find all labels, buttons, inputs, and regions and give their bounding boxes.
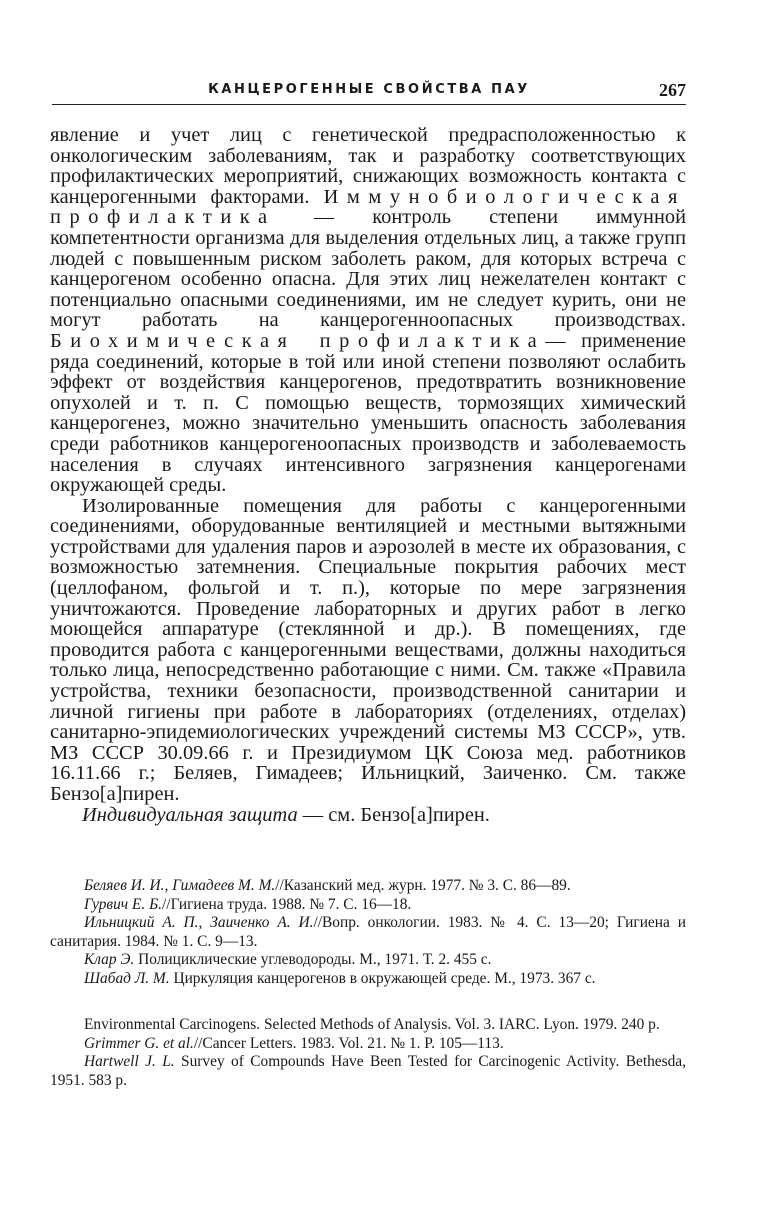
italic-term: Индивидуальная защита <box>82 803 298 826</box>
references-russian <box>50 877 686 989</box>
references-english <box>50 1016 686 1090</box>
reference-text: Environmental Carcinogens. Selected Methods of Analysis. Vol. 3. IARC. Lyon. 1979. 240 p. <box>84 1016 660 1033</box>
paragraph-text: — см. Бензо[а]пирен. <box>297 803 490 826</box>
reference-item <box>50 1053 686 1090</box>
paragraph-prophylaxis <box>50 125 686 496</box>
reference-author: Grimmer G. et al. <box>84 1034 194 1052</box>
running-header <box>52 78 686 105</box>
reference-item <box>50 1035 686 1054</box>
paragraph-isolated-rooms: Изолированные помещения для работы с канцерогенными соединениями, оборудованные вентиляцией и местными вытяжными устройствами для удаления паров и аэрозолей в месте их образования, с возможностью затемнения. Специальные покрытия рабочих мест (целлофаном, фольгой и т. п.), которые по мере загрязнения уничтожаются. Проведение лабораторных и других работ в легко моющейся аппаратуре (стеклянной и др.). В помещениях, где проводится работа с канцерогенными веществами, должны находиться только лица, непосредственно работающие с ними. См. также «Правила устройства, техники безопасности, производственной санитарии и личной гигиены при работе в лабораториях (отделениях, отделах) санитарно-эпидемиологических учреждений системы МЗ СССР», утв. МЗ СССР 30.09.66 г. и Президиумом ЦК Союза мед. работников 16.11.66 г.; Беляев, Гимадеев; Ильницкий, Заиченко. См. также Бензо[а]пирен. <box>50 494 686 805</box>
reference-text: //Cancer Letters. 1983. Vol. 21. № 1. P. 105—113. <box>193 1034 504 1052</box>
reference-author: Беляев И. И., Гимадеев М. М. <box>84 877 276 894</box>
reference-text: Циркуляция канцерогенов в окружающей среде. М., 1973. 367 с. <box>169 969 596 987</box>
body-text <box>50 125 686 825</box>
spaced-term-biochemical: Биохимическая профилактика <box>50 329 546 352</box>
reference-text: Survey of Compounds Have Been Tested for Carcinogenic Activity. Bethesda, 1951. 583 p. <box>50 1053 686 1089</box>
reference-item <box>50 896 686 915</box>
reference-item <box>50 1016 686 1035</box>
page-number: 267 <box>659 80 686 100</box>
paragraph-text: явление и учет лиц с генетической предрасположенностью к онкологическим заболеваниям, так и разработку соответствующих профилактических мероприятий, снижающих возможность контакта с канцерогенными факторами. <box>50 124 686 208</box>
reference-author: Hartwell J. L. <box>84 1053 175 1071</box>
reference-item <box>50 970 686 989</box>
reference-author: Гурвич Е. Б. <box>84 895 163 913</box>
reference-text: Полициклические углеводороды. М., 1971. Т. 2. 455 с. <box>134 951 492 969</box>
running-title: КАНЦЕРОГЕННЫЕ СВОЙСТВА ПАУ <box>208 82 530 97</box>
reference-item <box>50 914 686 951</box>
reference-author: Клар Э. <box>84 951 135 969</box>
paragraph-individual-protection <box>50 805 686 826</box>
reference-text: //Казанский мед. журн. 1977. № 3. С. 86—89. <box>275 877 571 894</box>
reference-text: //Вопр. онкологии. 1983. № 4. С. 13—20; Гигиена и санитария. 1984. № 1. С. 9—13. <box>50 914 686 950</box>
spaced-term-immunobiological: Иммунобиологическая профилактика <box>50 185 686 229</box>
reference-author: Ильницкий А. П., Заиченко А. И. <box>84 914 314 932</box>
reference-text: //Гигиена труда. 1988. № 7. С. 16—18. <box>162 895 412 913</box>
reference-item <box>50 877 686 896</box>
reference-author: Шабад Л. М. <box>84 969 170 987</box>
paragraph-text: — применение ряда соединений, которые в той или иной степени позволяют ослабить эффект от воздействия канцерогенов, предотвратить возникновение опухолей и т. п. С помощью веществ, тормозящих химический канцерогенез, можно значительно уменьшить опасность заболевания среди работников канцерогеноопасных производств и заболеваемость населения в случаях интенсивного загрязнения канцерогенами окружающей среды. <box>50 329 686 497</box>
reference-item <box>50 951 686 970</box>
paragraph-text: — контроль степени иммунной компетентности организма для выделения отдельных лиц, а также групп людей с повышенным риском заболеть раком, для которых встреча с канцерогеном особенно опасна. Для этих лиц нежелателен контакт с потенциально опасными соединениями, им не следует курить, они не могут работать на канцерогенноопасных производствах. <box>50 206 686 332</box>
